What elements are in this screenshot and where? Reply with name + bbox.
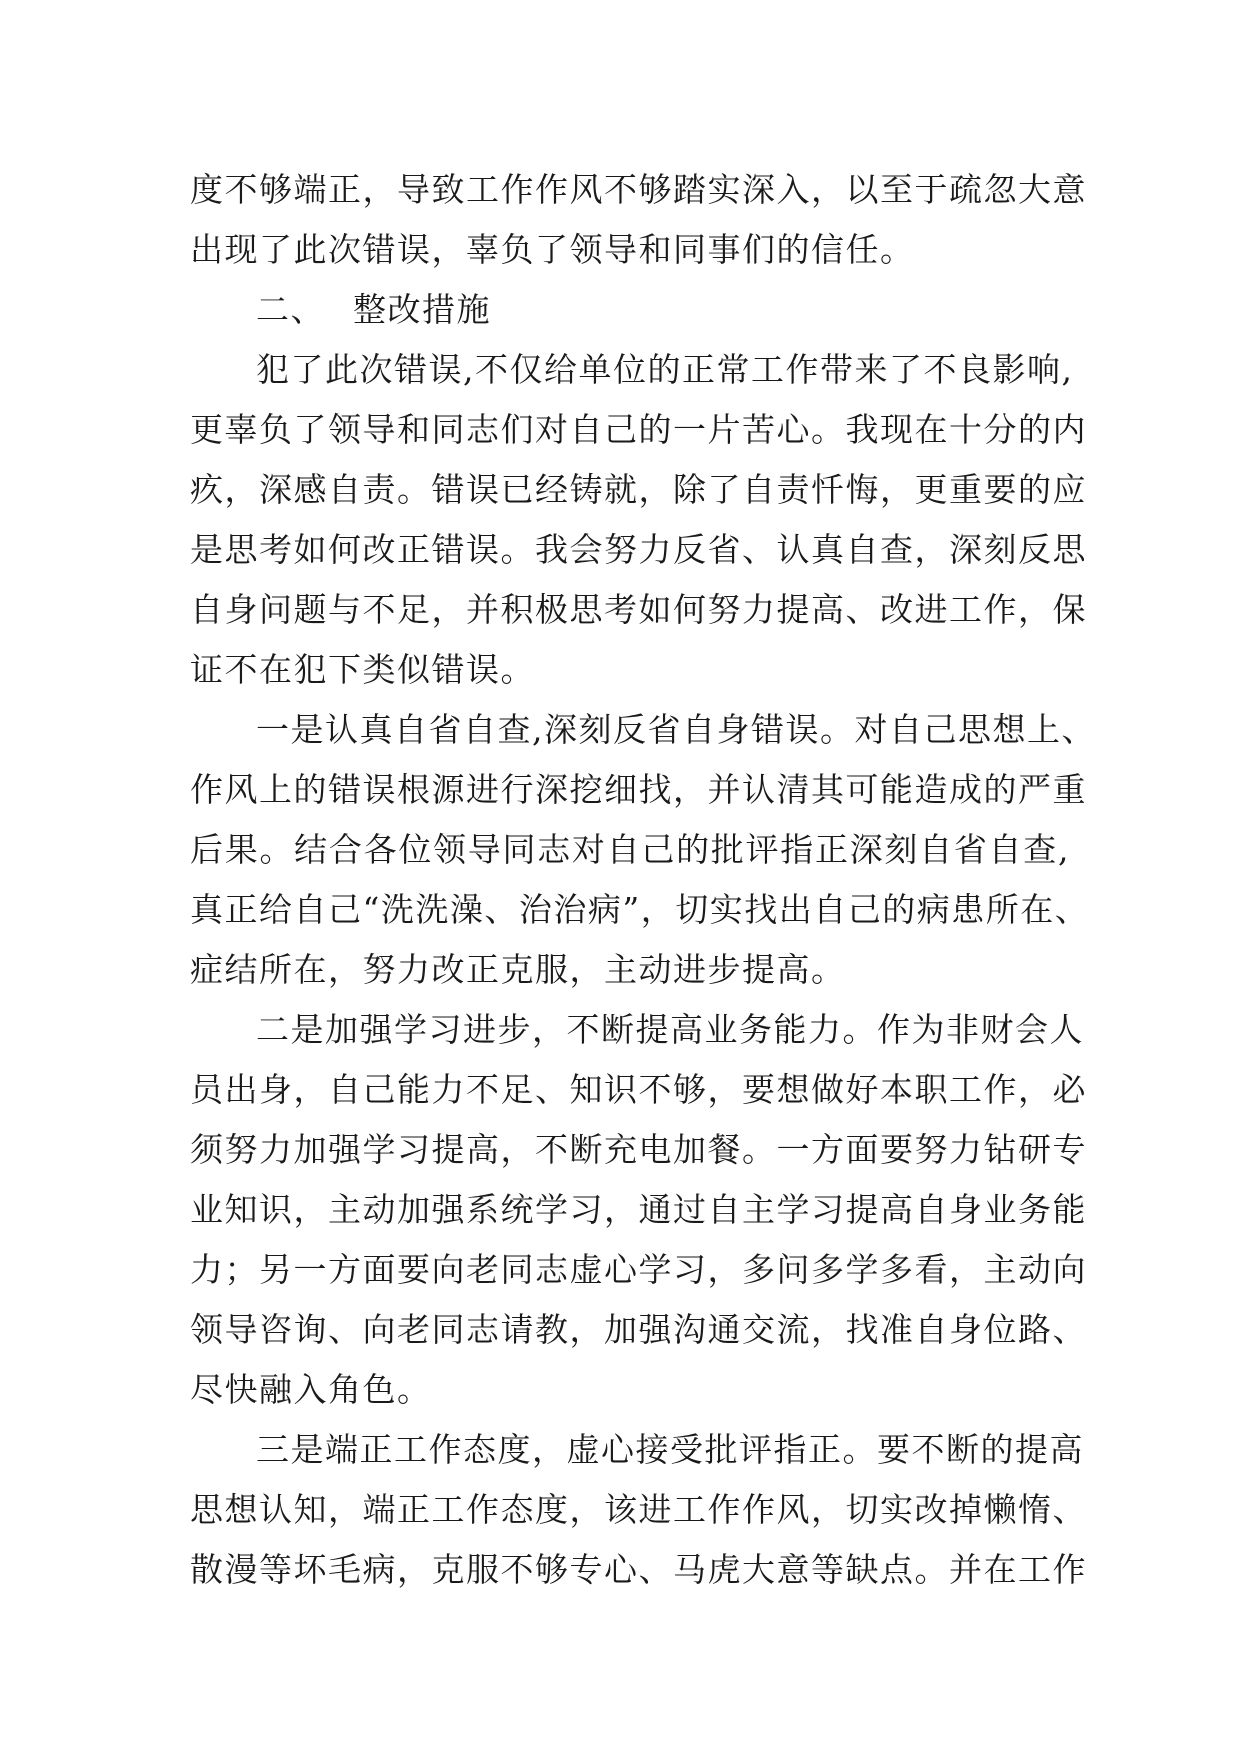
paragraph: [190, 1420, 1087, 1600]
text-line: 须努力加强学习提高，不断充电加餐。一方面要努力钻研专: [190, 1130, 1087, 1169]
text-line: 三是端正工作态度，虚心接受批评指正。要不断的提高: [256, 1430, 1084, 1469]
text-line: 自身问题与不足，并积极思考如何努力提高、改进工作，保: [190, 590, 1087, 629]
text-line: 尽快融入角色。: [190, 1370, 432, 1409]
text-line: 力；另一方面要向老同志虚心学习，多问多学多看，主动向: [190, 1250, 1087, 1289]
section-title: 整改措施: [353, 290, 491, 329]
text-line: 员出身，自己能力不足、知识不够，要想做好本职工作，必: [190, 1070, 1087, 1109]
text-line: 后果。结合各位领导同志对自己的批评指正深刻自省自查,: [190, 830, 1070, 869]
text-line: 真正给自己“洗洗澡、治治病”，切实找出自己的病患所在、: [190, 890, 1090, 929]
paragraph: [190, 340, 1087, 700]
text-line: 是思考如何改正错误。我会努力反省、认真自查，深刻反思: [190, 530, 1087, 569]
text-line: 思想认知，端正工作态度，该进工作作风，切实改掉懒惰、: [190, 1490, 1087, 1529]
text-line: 业知识，主动加强系统学习，通过自主学习提高自身业务能: [190, 1190, 1087, 1229]
text-line: 犯了此次错误,不仅给单位的正常工作带来了不良影响,: [256, 350, 1074, 389]
document-body: [190, 160, 1096, 1600]
paragraph: [190, 1000, 1087, 1420]
text-line: 出现了此次错误，辜负了领导和同事们的信任。: [190, 230, 915, 269]
paragraph: [190, 700, 1096, 1000]
text-line: 症结所在，努力改正克服，主动进步提高。: [190, 950, 846, 989]
text-line: 更辜负了领导和同志们对自己的一片苦心。我现在十分的内: [190, 410, 1087, 449]
text-line: 一是认真自省自查,深刻反省自身错误。对自己思想上、: [256, 710, 1096, 749]
section-number: 二、: [256, 290, 325, 329]
text-line: 度不够端正，导致工作作风不够踏实深入，以至于疏忽大意: [190, 170, 1087, 209]
section-heading: [190, 280, 1070, 340]
paragraph: [190, 160, 1087, 280]
text-line: 疚，深感自责。错误已经铸就，除了自责忏悔，更重要的应: [190, 470, 1087, 509]
text-line: 散漫等坏毛病，克服不够专心、马虎大意等缺点。并在工作: [190, 1550, 1087, 1589]
text-line: 二是加强学习进步，不断提高业务能力。作为非财会人: [256, 1010, 1084, 1049]
text-line: 领导咨询、向老同志请教，加强沟通交流，找准自身位路、: [190, 1310, 1087, 1349]
text-line: 证不在犯下类似错误。: [190, 650, 535, 689]
text-line: 作风上的错误根源进行深挖细找，并认清其可能造成的严重: [190, 770, 1087, 809]
